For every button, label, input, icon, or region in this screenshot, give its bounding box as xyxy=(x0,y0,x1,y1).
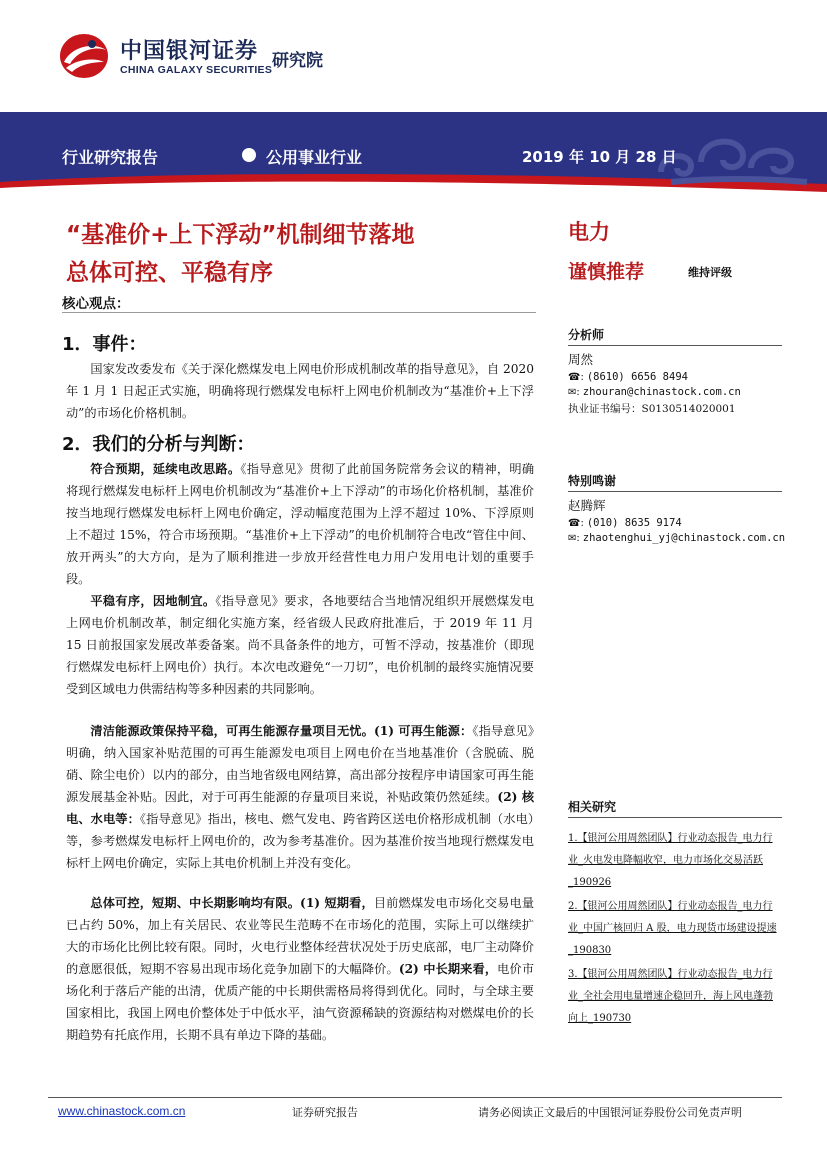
report-type: 行业研究报告 xyxy=(62,148,159,167)
report-date: 2019 年 10 月 28 日 xyxy=(522,148,677,166)
section-heading-event: 1．事件： xyxy=(62,334,147,355)
related-item[interactable]: 2.【银河公用周然团队】行业动态报告_电力行业_中国广核回归 A 股，电力现货市场建设提速_190830 xyxy=(568,901,777,956)
analysis-text: 《指导意见》要求，各地要结合当地情况组织开展燃煤发电上网电价机制改革，制定细化实施方案，经省级人民政府批准后，于 2019 年 11 月 15 日前报国家发展改革委备案。尚不具备条件的地方，可暂不浮动，按基准价（即现行燃煤发电标杆上网电价）执行。本次电改避免“一刀切”，电价机制的最终实施情况要受到区域电力供需结构等多种因素的共同影响。 xyxy=(66,594,535,696)
thanks-email-row xyxy=(568,532,786,544)
rating-sector: 电力 xyxy=(568,220,610,244)
analysis-text: 目前燃煤发电市场化交易电量已占约 50%，加上有关居民、农业等民生范畴不在市场化的范围，实际上可以继续扩大的市场化比例比较有限。同时，火电行业整体经营状况处于历史底部，电厂主动降价的意愿很低，短期不容易出现市场化竞争加剧下的大幅降价。 xyxy=(66,896,535,976)
divider xyxy=(62,312,536,313)
analysis-text-2: 电价市场化利于落后产能的出清，优质产能的中长期供需格局将得到优化。同时，与全球主要国家相比，我国上网电价整体处于中低水平，油气资源稀缺的资源结构对燃煤电价的长期趋势有托底作用，长期不具有单边下降的基础。 xyxy=(66,962,535,1042)
related-research-block xyxy=(568,798,782,1032)
analysis-lead: 符合预期，延续电改思路。 xyxy=(90,462,241,476)
analyst-phone-row xyxy=(568,371,782,383)
mail-icon: ✉: xyxy=(568,387,580,398)
analyst-name: 周然 xyxy=(568,352,594,367)
section-heading-analysis: 2．我们的分析与判断： xyxy=(62,434,255,455)
analysis-text: 《指导意见》明确，纳入国家补贴范围的可再生能源发电项目上网电价在当地基准价（含脱硫、脱硝、除尘电价）以内的部分，由当地省级电网结算，高出部分按程序申请国家可再生能源发展基金补贴。因此，对于可再生能源的存量项目来说，补贴政策仍然延续。 xyxy=(66,724,534,804)
analysis-lead: 总体可控，短期、中长期影响均有限。(1) 短期看， xyxy=(90,896,374,910)
analysis-paragraph-4 xyxy=(66,892,534,1046)
galaxy-logo-icon xyxy=(58,32,110,80)
event-paragraph xyxy=(66,358,534,424)
footer-disclaimer: 请务必阅读正文最后的中国银河证券股份公司免责声明 xyxy=(478,1106,742,1119)
report-sector: 公用事业行业 xyxy=(266,148,363,167)
rating-note: 维持评级 xyxy=(688,266,732,279)
analyst-heading: 分析师 xyxy=(568,326,782,346)
footer-divider xyxy=(48,1097,782,1098)
analysis-lead-2: (2) 核电、水电等： xyxy=(66,790,535,826)
analyst-email[interactable]: zhouran@chinastock.com.cn xyxy=(582,386,741,398)
analysis-paragraph-1 xyxy=(66,458,534,590)
footer-label: 证券研究报告 xyxy=(292,1106,358,1119)
analyst-email-row xyxy=(568,386,782,398)
bullet-dot xyxy=(242,148,256,162)
analysis-lead: 平稳有序，因地制宜。 xyxy=(90,594,216,608)
thanks-name: 赵腾辉 xyxy=(568,498,606,513)
institute-label: 研究院 xyxy=(272,51,323,71)
thanks-email[interactable]: zhaotenghui_yj@chinastock.com.cn xyxy=(582,532,786,544)
analysis-lead: 清洁能源政策保持平稳，可再生能源存量项目无忧。(1) 可再生能源： xyxy=(90,724,473,738)
phone-icon: ☎: xyxy=(568,518,584,529)
related-list xyxy=(568,828,782,1030)
analysis-lead-2: (2) 中长期来看， xyxy=(398,962,498,976)
mail-icon: ✉: xyxy=(568,533,580,544)
analysis-text-2: 《指导意见》指出，核电、燃气发电、跨省跨区送电价格形成机制（水电）等，参考燃煤发电标杆上网电价的，改为参考基准价。因为基准价按当地现行燃煤发电标杆上网电价确定，实际上其电价机制上并没有变化。 xyxy=(66,812,534,870)
analyst-phone: (8610) 6656 8494 xyxy=(586,371,688,383)
related-item[interactable]: 1.【银河公用周然团队】行业动态报告_电力行业_火电发电降幅收窄，电力市场化交易活跃_190926 xyxy=(568,833,773,888)
analysis-paragraph-2 xyxy=(66,590,534,700)
thanks-heading: 特别鸣谢 xyxy=(568,472,782,492)
report-banner xyxy=(0,112,827,200)
analysis-paragraph-3 xyxy=(66,720,534,874)
phone-icon: ☎: xyxy=(568,372,584,383)
logo-chinese-name: 中国银河证券 xyxy=(120,39,259,64)
report-title-line-1: “基准价+上下浮动”机制细节落地 xyxy=(66,222,415,248)
thanks-phone: (010) 8635 9174 xyxy=(586,517,682,529)
report-title-line-2: 总体可控、平稳有序 xyxy=(66,260,273,286)
related-heading: 相关研究 xyxy=(568,798,782,818)
logo-english-name: CHINA GALAXY SECURITIES xyxy=(120,64,273,76)
thanks-block xyxy=(568,472,786,544)
related-item[interactable]: 3.【银河公用周然团队】行业动态报告_电力行业_全社会用电量增速企稳回升，海上风电蓬勃向上_190730 xyxy=(568,969,773,1024)
analyst-cert: 执业证书编号：S0130514020001 xyxy=(568,403,736,415)
thanks-phone-row xyxy=(568,517,782,529)
rating-value: 谨慎推荐 xyxy=(568,261,645,283)
analyst-block xyxy=(568,326,782,416)
logo xyxy=(58,32,358,80)
core-viewpoint-label: 核心观点： xyxy=(62,296,130,312)
event-text: 国家发改委发布《关于深化燃煤发电上网电价形成机制改革的指导意见》，自 2020 年 1 月 1 日起正式实施，明确将现行燃煤发电标杆上网电价机制改为“基准价+上下浮动”的市场化价格机制。 xyxy=(66,362,534,420)
footer-website-link[interactable]: www.chinastock.com.cn xyxy=(58,1104,186,1118)
analysis-text: 《指导意见》贯彻了此前国务院常务会议的精神，明确将现行燃煤发电标杆上网电价机制改为“基准价+上下浮动”的市场化价格机制，基准价按当地现行燃煤发电标杆上网电价确定，浮动幅度范围为上浮不超过 10%、下浮原则上不超过 15%，符合市场预期。“基准价+上下浮动”的电价机制符合电改“管住中间、放开两头”的大方向，是为了顺利推进一步放开经营性电力用户发用电计划的重要手段。 xyxy=(66,462,535,586)
